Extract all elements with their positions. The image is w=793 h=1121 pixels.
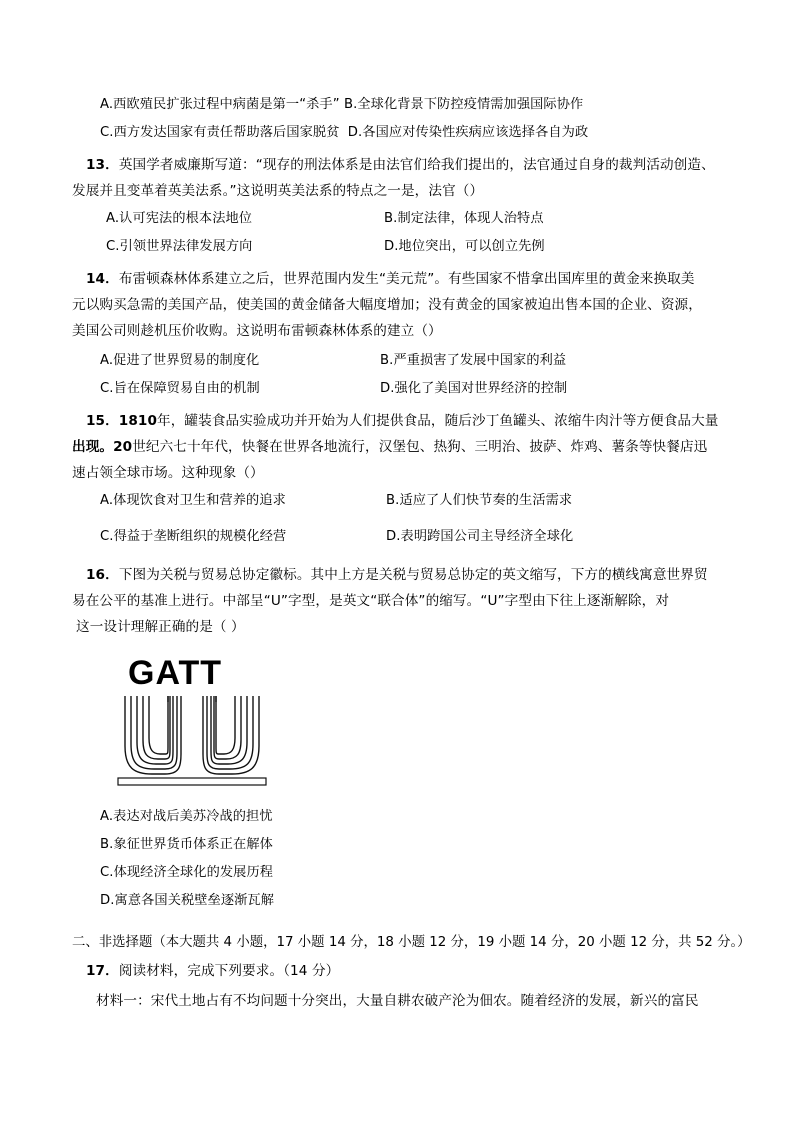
q14-option-a: A.促进了世界贸易的制度化 [100, 353, 260, 368]
q17-stem-line1 [86, 962, 339, 980]
q12-options-row2 [100, 124, 588, 142]
q14-option-b: B.严重损害了发展中国家的利益 [380, 353, 567, 368]
q13-option-d: D.地位突出，可以创立先例 [384, 239, 545, 254]
q16-stem-line3: 这一设计理解正确的是（ ） [76, 619, 245, 635]
q14-option-c: C.旨在保障贸易自由的机制 [100, 381, 260, 396]
gatt-logo [112, 650, 272, 794]
q15-stem-line2 [72, 438, 707, 456]
gatt-u-shape [125, 696, 259, 774]
q16-number: 16． [86, 567, 119, 583]
q17-text-1: 阅读材料，完成下列要求。（14 分） [118, 963, 340, 979]
q13-text-1: 英国学者威廉斯写道：“现存的刑法体系是由法官们给我们提出的，法官通过自身的裁判活动创造、 [118, 157, 715, 173]
q13-option-b: B.制定法律，体现人治特点 [384, 211, 544, 226]
gatt-logo-graphic [112, 650, 272, 790]
q12-option-b: B.全球化背景下防控疫情需加强国际协作 [343, 97, 584, 112]
q15-option-c: C.得益于垄断组织的规模化经营 [100, 529, 287, 544]
q13-stem-line1 [86, 156, 715, 174]
q13-stem-line2: 发展并且变革着英美法系。”这说明英美法系的特点之一是，法官（） [72, 183, 484, 199]
q15-option-d: D.表明跨国公司主导经济全球化 [386, 529, 574, 544]
q16-stem-line2: 易在公平的基准上进行。中部呈“U”字型，是英文“联合体”的缩写。“U”字型由下往上逐渐解除，对 [72, 593, 670, 609]
q12-option-d: D.各国应对传染性疾病应该选择各自为政 [347, 125, 589, 140]
section2-heading: 二、非选择题（本大题共 4 小题，17 小题 14 分，18 小题 12 分，19 小题 14 分，20 小题 12 分，共 52 分。） [72, 935, 751, 950]
q12-option-c: C.西方发达国家有责任帮助落后国家脱贫 [100, 125, 340, 140]
q12-options-row1 [100, 96, 583, 114]
gatt-logo-text: GATT [128, 654, 223, 692]
q17-material1: 材料一：宋代土地占有不均问题十分突出，大量自耕农破产沦为佃农。随着经济的发展，新兴的富民 [96, 993, 699, 1009]
q15-line2-number: 出现。20 [72, 439, 133, 455]
q12-option-a: A.西欧殖民扩张过程中病菌是第一“杀手” [100, 97, 340, 112]
gatt-baseline-bar [118, 778, 266, 785]
q17-number: 17． [86, 963, 119, 979]
q16-option-a: A.表达对战后美苏冷战的担忧 [100, 809, 273, 824]
q15-stem-line3: 速占领全球市场。这种现象（） [72, 465, 264, 481]
q14-option-d: D.强化了美国对世界经济的控制 [380, 381, 568, 396]
q15-option-b: B.适应了人们快节奏的生活需求 [386, 493, 573, 508]
q14-number: 14． [86, 271, 119, 287]
q14-stem-line3: 美国公司则趁机压价收购。这说明布雷顿森林体系的建立（） [72, 323, 442, 339]
q15-text-2: 世纪六七十年代，快餐在世界各地流行，汉堡包、热狗、三明治、披萨、炸鸡、薯条等快餐店迅 [132, 439, 708, 455]
q16-stem-line1 [86, 566, 708, 584]
q14-text-1: 布雷顿森林体系建立之后，世界范围内发生“美元荒”。有些国家不惜拿出国库里的黄金来换取美 [118, 271, 695, 287]
q15-stem-line1 [86, 412, 719, 430]
q13-option-c: C.引领世界法律发展方向 [106, 239, 253, 254]
q13-option-a: A.认可宪法的根本法地位 [106, 211, 253, 226]
q16-option-c: C.体现经济全球化的发展历程 [100, 865, 274, 880]
q14-stem-line1 [86, 270, 695, 288]
q15-number: 15．1810 [86, 413, 158, 429]
q15-option-a: A.体现饮食对卫生和营养的追求 [100, 493, 286, 508]
q16-text-1: 下图为关税与贸易总协定徽标。其中上方是关税与贸易总协定的英文缩写，下方的横线寓意世界贸 [118, 567, 708, 583]
q15-text-1: 年，罐装食品实验成功并开始为人们提供食品，随后沙丁鱼罐头、浓缩牛肉汁等方便食品大量 [157, 413, 719, 429]
q14-stem-line2: 元以购买急需的美国产品，使美国的黄金储备大幅度增加；没有黄金的国家被迫出售本国的企业、资源， [72, 297, 702, 313]
q16-option-d: D.寓意各国关税壁垒逐渐瓦解 [100, 893, 274, 908]
q16-option-b: B.象征世界货币体系正在解体 [100, 837, 273, 852]
q13-number: 13． [86, 157, 119, 173]
